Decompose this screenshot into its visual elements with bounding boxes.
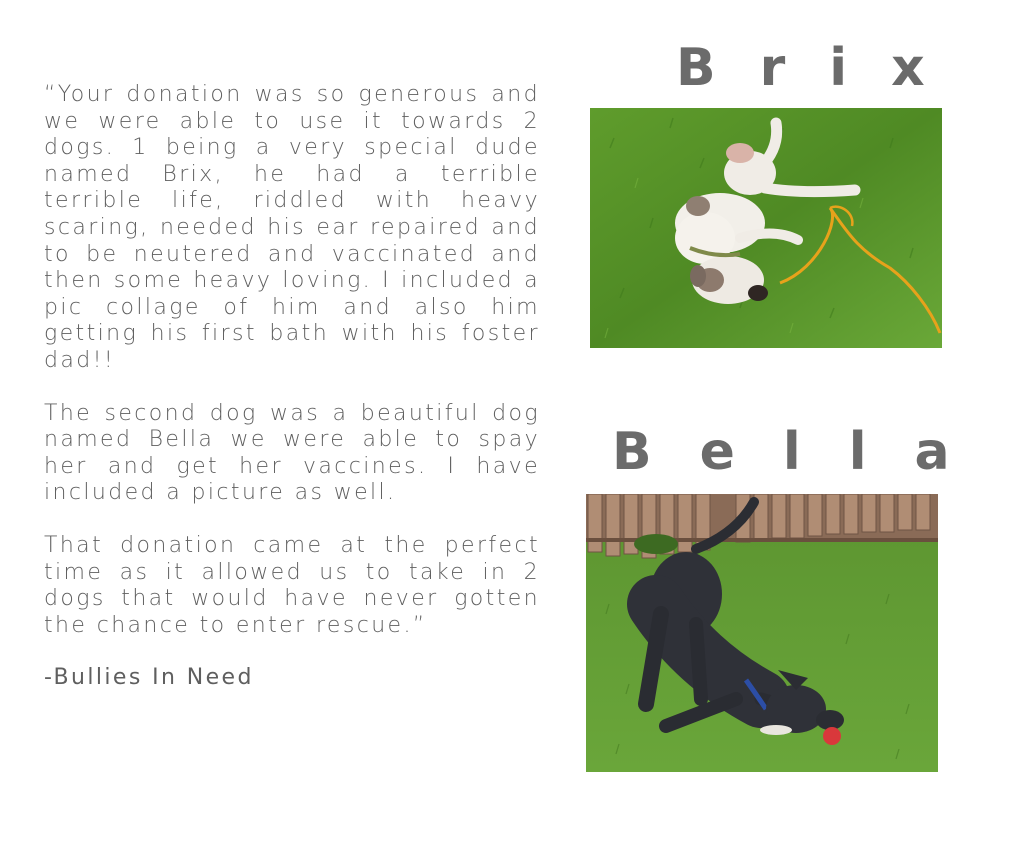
quote-paragraph-2: The second dog was a beautiful dog named Bella we were able to spay her and get her vaccines. I have included a picture as well. bbox=[44, 400, 540, 506]
testimonial-quote bbox=[44, 82, 540, 692]
photo-brix bbox=[590, 108, 942, 348]
photo-bella bbox=[586, 494, 938, 772]
dog-name-bella: Bella bbox=[612, 422, 998, 482]
quote-signature: -Bullies In Need bbox=[44, 665, 254, 691]
quote-paragraph-1: “Your donation was so generous and we were able to use it towards 2 dogs. 1 being a very special dude named Brix, he had a terrible terrible life, riddled with heavy scaring, needed his ear repaired and to be neutered and vaccinated and then some heavy loving. I included a pic collage of him and also him getting his first bath with his foster dad!! bbox=[44, 82, 540, 373]
photo-bella-illustration bbox=[586, 494, 938, 772]
dog-name-brix: Brix bbox=[676, 38, 969, 98]
quote-paragraph-3: That donation came at the perfect time as it allowed us to take in 2 dogs that would have never gotten the chance to enter rescue.” bbox=[44, 532, 540, 638]
photo-brix-illustration bbox=[590, 108, 942, 348]
